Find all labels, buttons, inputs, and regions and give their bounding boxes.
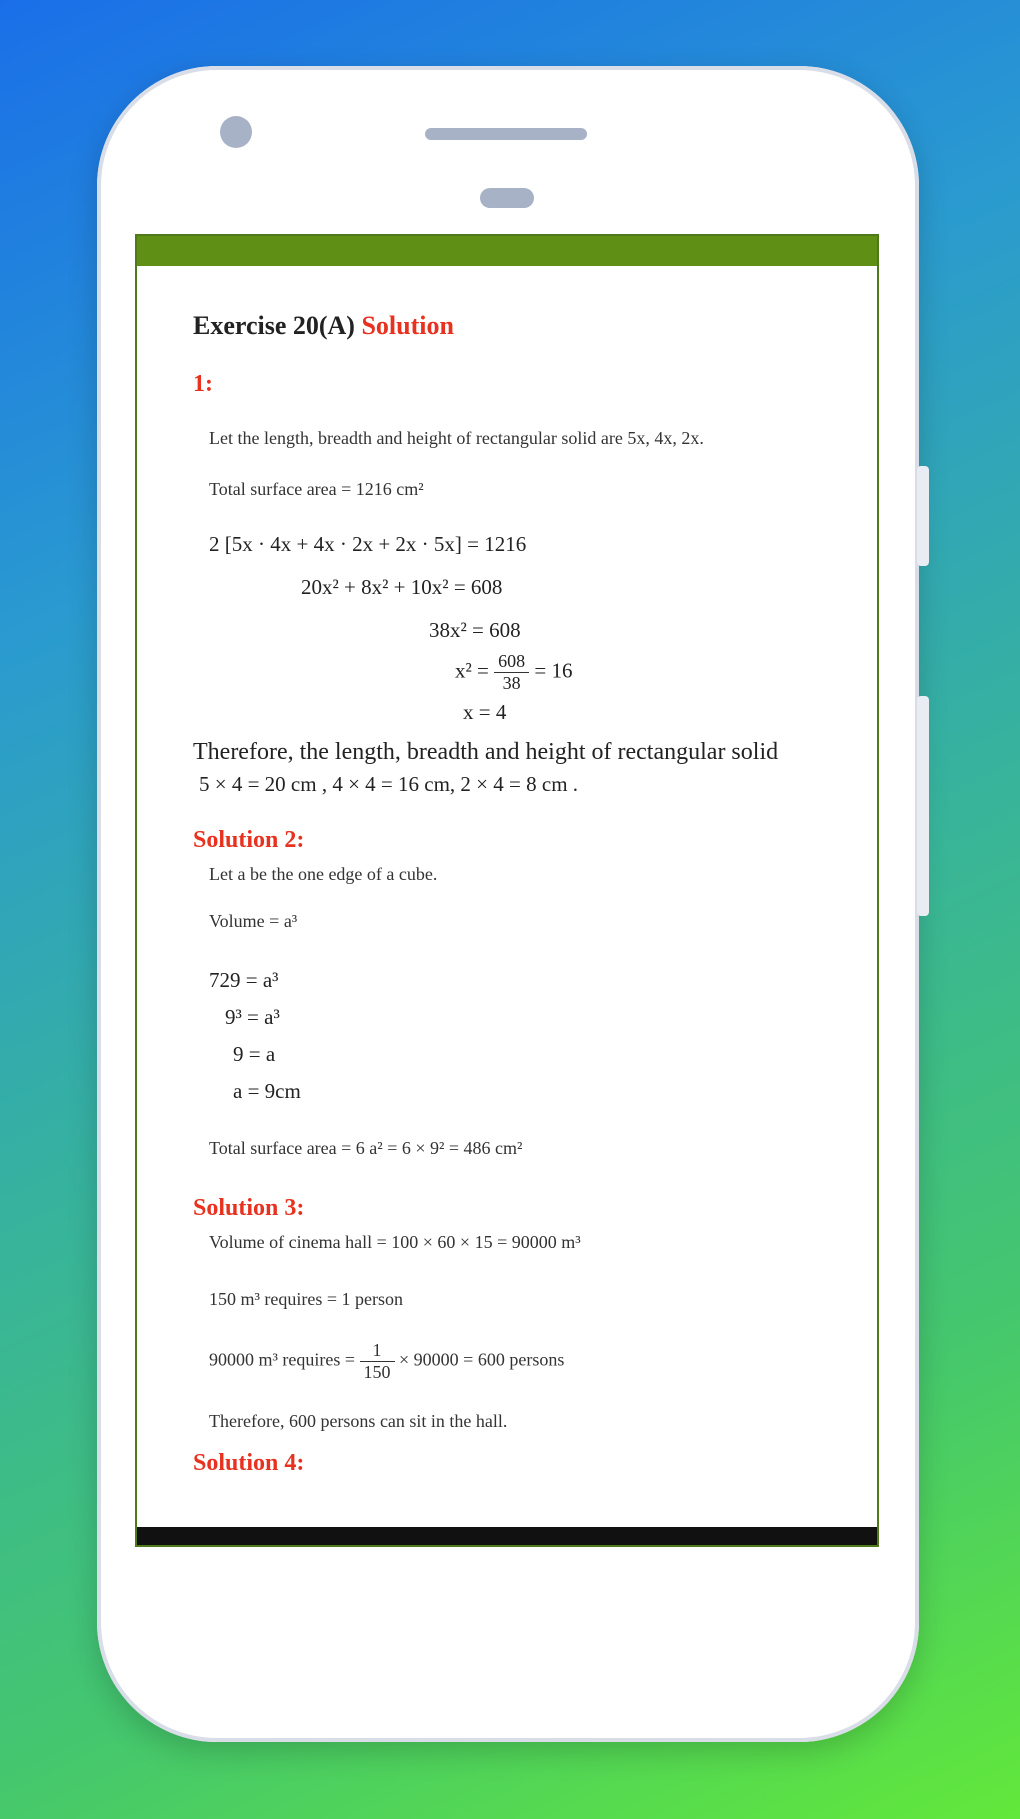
s3-text-line: Therefore, 600 persons can sit in the hall.: [209, 1411, 508, 1431]
q1-conclusion-line: Therefore, the length, breadth and height of rectangular solid: [193, 739, 779, 765]
q1-text-line: Let the length, breadth and height of rectangular solid are 5x, 4x, 2x.: [209, 428, 704, 448]
s2-math-line: 9 = a: [233, 1042, 276, 1066]
s2-total-line: Total surface area = 6 a² = 6 × 9² = 486 cm²: [209, 1138, 523, 1158]
title-suffix: Solution: [361, 311, 454, 340]
q1-fraction: [494, 651, 529, 694]
q1-fraction-line: [455, 651, 873, 694]
power-button: [917, 696, 929, 916]
s3-frac-denominator: 150: [363, 1362, 391, 1382]
s3-text-line: 150 m³ requires = 1 person: [209, 1289, 404, 1309]
s2-math-line: a = 9cm: [233, 1079, 301, 1103]
s3-text-line: Volume of cinema hall = 100 × 60 × 15 = 90000 m³: [209, 1232, 581, 1252]
s3-line3-b: × 90000 = 600 persons: [399, 1349, 565, 1370]
s3-frac-numerator: 1: [360, 1340, 395, 1362]
camera-icon: [220, 116, 252, 148]
q1-frac-numerator: 608: [494, 651, 529, 673]
app-top-bar: [137, 236, 877, 266]
q1-x-value: x = 4: [463, 700, 507, 724]
q1-frac-denominator: 38: [502, 673, 521, 693]
solution-4-label: Solution 4:: [193, 1450, 305, 1476]
s3-fraction-line: [209, 1340, 873, 1383]
s2-text-line: Volume = a³: [209, 911, 298, 931]
s3-line3-a: 90000 m³ requires =: [209, 1349, 356, 1370]
q1-conclusion-line: 5 × 4 = 20 cm , 4 × 4 = 16 cm, 2 × 4 = 8 cm .: [199, 772, 579, 796]
solution-content: [193, 311, 873, 1477]
speaker-grille: [425, 128, 587, 140]
s3-fraction: [360, 1340, 395, 1383]
title-prefix: Exercise 20(A): [193, 311, 355, 340]
page-title: [193, 311, 873, 341]
solution-2-label: Solution 2:: [193, 827, 305, 853]
proximity-sensor: [480, 188, 534, 208]
s2-math-line: 9³ = a³: [225, 1005, 280, 1029]
q1-frac-rhs: = 16: [534, 658, 573, 683]
question-1-label: 1:: [193, 371, 213, 397]
s2-text-line: Let a be the one edge of a cube.: [209, 864, 438, 884]
volume-button: [917, 466, 929, 566]
q1-math-line: 38x² = 608: [429, 618, 521, 642]
s2-math-line: 729 = a³: [209, 968, 279, 992]
q1-frac-lhs: x² =: [455, 658, 489, 683]
navigation-bar: [137, 1527, 877, 1545]
app-screen: [135, 234, 879, 1547]
q1-text-line: Total surface area = 1216 cm²: [209, 479, 424, 499]
phone-frame: [97, 66, 919, 1742]
q1-math-line: 2 [5x · 4x + 4x · 2x + 2x · 5x] = 1216: [209, 532, 527, 556]
q1-math-line: 20x² + 8x² + 10x² = 608: [301, 575, 503, 599]
solution-3-label: Solution 3:: [193, 1195, 305, 1221]
